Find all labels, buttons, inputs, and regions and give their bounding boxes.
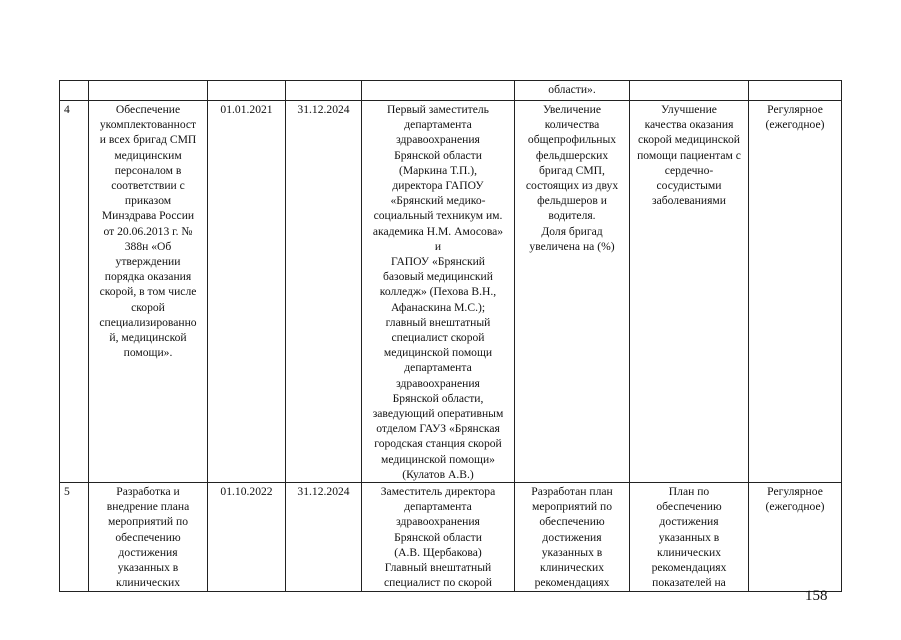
row-number: 5 [60, 483, 89, 591]
end-date-cell: 31.12.2024 [286, 483, 362, 591]
measure-cell: Разработка и внедрение плана мероприятий по обеспечению достижения указанных в клинических [89, 483, 208, 591]
result-cell: области». [515, 81, 630, 101]
responsible-cell: Заместитель директора департамента здравоохранения Брянской области (А.В. Щербакова) Главный внештатный специалист по скорой [362, 483, 515, 591]
result-cell: Увеличение количества общепрофильных фельдшерских бригад СМП, состоящих из двух фельдшеров и водителя. Доля бригад увеличена на (%) [515, 101, 630, 483]
table-cell [749, 81, 842, 101]
end-date-cell: 31.12.2024 [286, 101, 362, 483]
type-cell: Регулярное (ежегодное) [749, 483, 842, 591]
table-row [60, 81, 842, 101]
type-cell: Регулярное (ежегодное) [749, 101, 842, 483]
start-date-cell: 01.01.2021 [208, 101, 286, 483]
effect-cell: План по обеспечению достижения указанных в клинических рекомендациях показателей на [630, 483, 749, 591]
responsible-cell: Первый заместитель департамента здравоохранения Брянской области (Маркина Т.П.), директора ГАПОУ «Брянский медико- социальный техникум им. академика Н.М. Амосова» и ГАПОУ «Брянский базовый медицинский колледж» (Пехова В.Н., Афанаскина М.С.); главный внештатный специалист скорой медицинской помощи департамента здравоохранения Брянской области, заведующий оперативным отделом ГАУЗ «Брянская городская станция скорой медицинской помощи» (Кулатов А.В.) [362, 101, 515, 483]
table-cell [362, 81, 515, 101]
table-row [60, 101, 842, 483]
table-cell [89, 81, 208, 101]
measure-cell: Обеспечение укомплектованност и всех бригад СМП медицинским персоналом в соответствии с приказом Минздрава России от 20.06.2013 г. № 388н «Об утверждении порядка оказания скорой, в том числе скорой специализированно й, медицинской помощи». [89, 101, 208, 483]
table-cell [630, 81, 749, 101]
table-row [60, 483, 842, 591]
result-cell: Разработан план мероприятий по обеспечению достижения указанных в клинических рекомендациях [515, 483, 630, 591]
row-number: 4 [60, 101, 89, 483]
table-cell [60, 81, 89, 101]
table-cell [208, 81, 286, 101]
effect-cell: Улучшение качества оказания скорой медицинской помощи пациентам с сердечно- сосудистыми заболеваниями [630, 101, 749, 483]
page-number: 158 [805, 588, 828, 604]
table-cell [286, 81, 362, 101]
action-plan-table [59, 80, 842, 592]
start-date-cell: 01.10.2022 [208, 483, 286, 591]
